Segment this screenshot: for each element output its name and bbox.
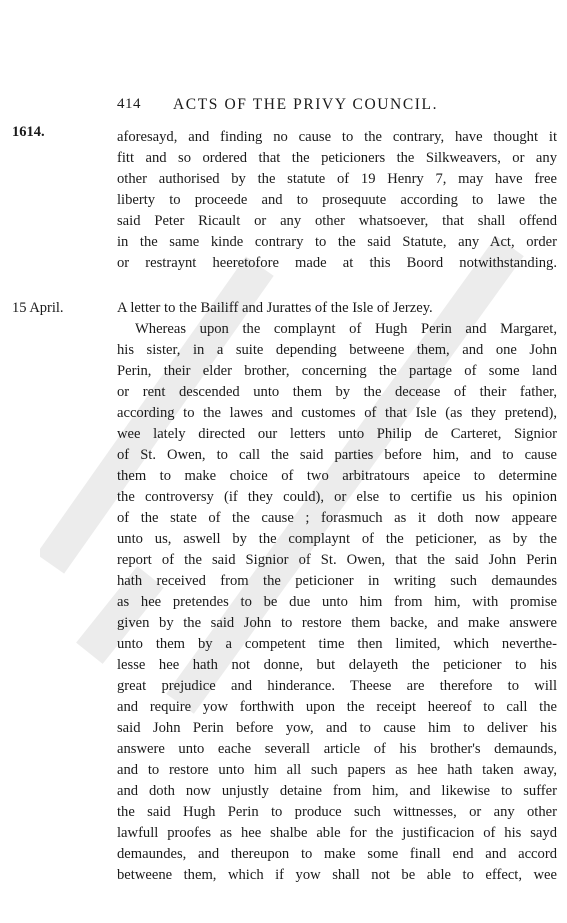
running-title: ACTS OF THE PRIVY COUNCIL.	[173, 96, 439, 113]
text-line: them to make choice of two arbitratours apeice to determine	[117, 468, 557, 484]
text-line: and require yow forthwith upon the receipt heereof to call the	[117, 699, 557, 715]
text-line: unto them by a competent time then limited, which neverthe-	[117, 636, 557, 652]
text-line: said John Perin before yow, and to cause him to deliver his	[117, 720, 557, 736]
text-line: report of the said Signior of St. Owen, that the said John Perin	[117, 552, 557, 568]
text-line: as hee pretendes to be due unto him from him, with promise	[117, 594, 557, 610]
text-line: unto us, aswell by the complaynt of the peticioner, as by the	[117, 531, 557, 547]
margin-date: 15 April.	[12, 300, 64, 316]
text-line: of the state of the cause ; forasmuch as it doth now appeare	[117, 510, 557, 526]
text-line: and to restore unto him all such papers as hee hath taken away,	[117, 762, 557, 778]
letter-section	[117, 298, 557, 886]
margin-year: 1614.	[12, 124, 45, 140]
text-line: hath received from the peticioner in writing such demaundes	[117, 573, 557, 589]
text-line: or rent descended unto them by the decease of their father,	[117, 384, 557, 400]
text-line: and doth now unjustly detaine from him, and likewise to suffer	[117, 783, 557, 799]
text-line: wee lately directed our letters unto Philip de Carteret, Signior	[117, 426, 557, 442]
text-line: given by the said John to restore them backe, and make answere	[117, 615, 557, 631]
text-line: said Peter Ricault or any other whatsoever, that shall offend	[117, 213, 557, 229]
text-line: the said Hugh Perin to produce such wittnesses, or any other	[117, 804, 557, 820]
text-line: betweene them, which if yow shall not be able to effect, wee	[117, 867, 557, 883]
text-line: lawfull proofes as hee shalbe able for the justificacion of his sayd	[117, 825, 557, 841]
text-line: aforesayd, and finding no cause to the contrary, have thought it	[117, 129, 557, 145]
text-line: demaundes, and thereupon to make some finall end and accord	[117, 846, 557, 862]
text-line: lesse hee hath not donne, but delayeth the peticioner to his	[117, 657, 557, 673]
text-line: according to the lawes and customes of that Isle (as they pretend),	[117, 405, 557, 421]
letter-heading: A letter to the Bailiff and Jurattes of the Isle of Jerzey.	[117, 300, 433, 316]
page-number: 414	[117, 96, 141, 112]
paragraph-1	[117, 127, 557, 274]
text-line: fitt and so ordered that the peticioners the Silkweavers, or any	[117, 150, 557, 166]
text-line: Whereas upon the complaynt of Hugh Perin and Margaret,	[135, 321, 557, 337]
text-line: of St. Owen, to call the said parties before him, and to cause	[117, 447, 557, 463]
text-line: or restraynt heeretofore made at this Boord notwithstanding.	[117, 255, 557, 271]
text-line: Perin, their elder brother, concerning the partage of some land	[117, 363, 557, 379]
text-line: great prejudice and hinderance. Theese are therefore to will	[117, 678, 557, 694]
running-head	[117, 96, 557, 116]
text-line: answere unto eache severall article of his brother's demaunds,	[117, 741, 557, 757]
text-line: other authorised by the statute of 19 Henry 7, may have free	[117, 171, 557, 187]
text-line: in the same kinde contrary to the said Statute, any Act, order	[117, 234, 557, 250]
text-line: his sister, in a suite depending betweene them, and one John	[117, 342, 557, 358]
text-line: the controversy (if they could), or else to certifie us his opinion	[117, 489, 557, 505]
text-line: liberty to proceede and to prosequute according to lawe the	[117, 192, 557, 208]
